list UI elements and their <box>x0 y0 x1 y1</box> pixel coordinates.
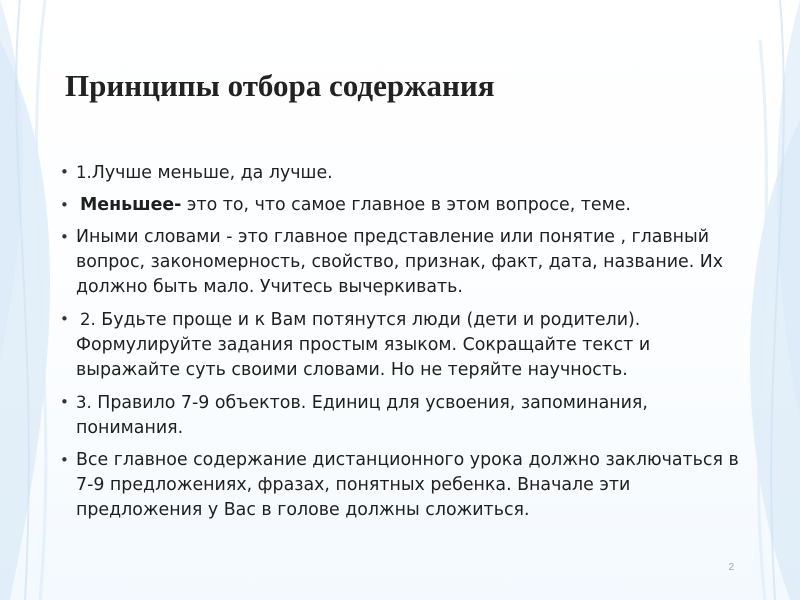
bullet-item <box>60 160 750 186</box>
bullet-text: это то, что самое главное в этом вопросе, теме. <box>181 195 631 215</box>
bullet-text: Правило 7-9 объектов. Единиц для усвоения, запоминания, понимания. <box>76 393 648 438</box>
bullet-number: 2. <box>80 310 96 329</box>
bullet-item <box>60 225 750 300</box>
page-number: 2 <box>728 562 734 573</box>
bullet-item <box>60 307 750 383</box>
slide-title: Принципы отбора содержания <box>65 68 495 103</box>
bullet-text: Лучше меньше, да лучше. <box>91 163 333 183</box>
bullet-text: Иными словами - это главное представление или понятие , главный вопрос, закономерность, свойство, признак, факт, дата, название. Их должно быть мало. Учитесь вычеркивать. <box>76 227 724 297</box>
bullet-number: 1. <box>76 163 92 182</box>
bullet-item <box>60 390 750 441</box>
bullet-item <box>60 448 750 523</box>
bullet-list <box>60 160 750 530</box>
bullet-text: Будьте проще и к Вам потянутся люди (дети и родители). Формулируйте задания простым языком. Сокращайте текст и выражайте суть своими словами. Но не теряйте научность. <box>76 310 651 380</box>
bullet-bold-term: Меньшее- <box>80 195 182 215</box>
bullet-item <box>60 193 750 218</box>
bullet-number: 3. <box>76 393 92 412</box>
bullet-text: Все главное содержание дистанционного урока должно заключаться в 7-9 предложениях, фразах, понятных ребенка. Вначале эти предложения у Вас в голове должны сложиться. <box>76 450 739 520</box>
